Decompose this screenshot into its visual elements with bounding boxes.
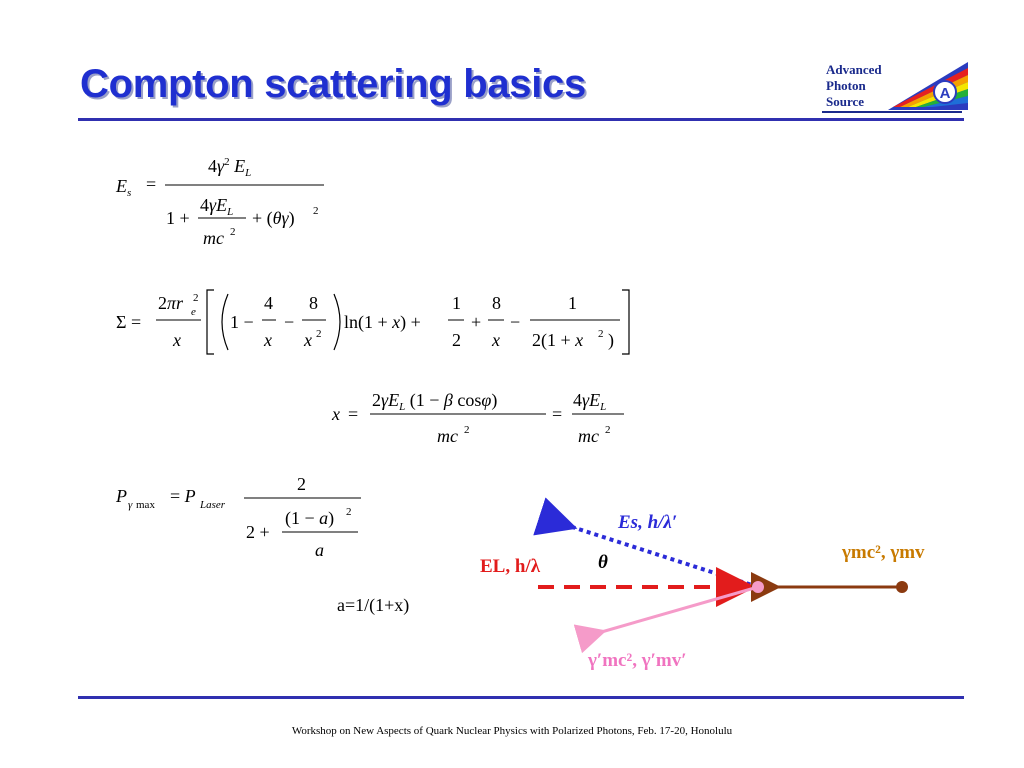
svg-text:=: = — [348, 404, 359, 424]
svg-text:=: = — [552, 404, 563, 424]
svg-text:= P: = P — [170, 486, 196, 506]
svg-text:2: 2 — [598, 328, 604, 340]
svg-text:+: + — [471, 312, 482, 332]
svg-text:): ) — [608, 330, 614, 350]
svg-text:mc: mc — [437, 426, 458, 446]
equation-cross-section — [116, 290, 629, 354]
footer-text: Workshop on New Aspects of Quark Nuclear Physics with Polarized Photons, Feb. 17-20, Honolulu — [291, 725, 733, 737]
electron-out-label: γ′mc², γ′mv′ — [588, 650, 687, 671]
svg-text:e: e — [191, 306, 196, 318]
scattered-photon-arrow — [566, 525, 758, 587]
svg-text:a: a — [315, 540, 324, 560]
svg-text:1 +: 1 + — [166, 208, 190, 228]
svg-text:2: 2 — [193, 292, 199, 304]
svg-text:γ: γ — [128, 499, 133, 511]
logo-line-1: Advanced — [826, 62, 882, 77]
svg-text:=: = — [146, 174, 157, 194]
svg-text:x: x — [332, 404, 340, 424]
svg-text:2 +: 2 + — [246, 522, 270, 542]
svg-text:2: 2 — [346, 506, 352, 518]
svg-text:x: x — [304, 330, 312, 350]
svg-text:−: − — [510, 312, 521, 332]
svg-text:x: x — [173, 330, 181, 350]
svg-text:4γ2 EL: $4\gamma^2$ $E_L$ — [208, 156, 252, 179]
equation-polarization — [115, 474, 361, 560]
slide-title: Compton scattering basics — [80, 62, 586, 106]
a-definition: a=1/(1+x) — [337, 595, 410, 615]
svg-text:mc: mc — [203, 228, 224, 248]
svg-text:mc: mc — [578, 426, 599, 446]
logo-line-3: Source — [826, 94, 865, 109]
svg-text:2: 2 — [605, 424, 611, 436]
electron-out-arrow — [598, 587, 758, 633]
svg-text:+ (θγ): + (θγ) — [252, 208, 295, 228]
svg-text:Es: $E_s$ — [116, 176, 132, 199]
electron-source-dot — [896, 581, 908, 593]
svg-text:x: x — [492, 330, 500, 350]
svg-text:2γEL (1 − β cosφ): $2\gamma E_L$ (1 − β cosφ) — [372, 390, 498, 413]
svg-text:−: − — [284, 312, 295, 332]
svg-text:max: max — [136, 499, 155, 511]
svg-text:8: 8 — [492, 293, 501, 313]
equation-scattered-energy — [115, 156, 324, 248]
svg-text:P: P — [116, 486, 127, 506]
svg-text:2: 2 — [297, 474, 306, 494]
laser-photon-label: EL, h/λ — [480, 556, 541, 577]
equation-x-parameter — [331, 390, 624, 446]
svg-text:Σ =: Σ = — [116, 312, 142, 332]
svg-text:8: 8 — [309, 293, 318, 313]
footer-divider — [78, 696, 964, 699]
svg-text:2πr: 2πr — [158, 293, 184, 313]
svg-text:2: 2 — [316, 328, 322, 340]
svg-text:2: 2 — [464, 424, 470, 436]
scattered-photon-label: Es, h/λ′ — [618, 512, 678, 533]
svg-text:2: 2 — [230, 226, 236, 238]
svg-text:(1 − a): (1 − a) — [285, 508, 335, 528]
svg-text:1 −: 1 − — [230, 312, 254, 332]
svg-text:4γEL: $4\gamma E_L$ — [200, 195, 234, 218]
angle-label: θ — [598, 552, 608, 573]
electron-in-label: γmc², γmv — [842, 542, 925, 563]
svg-text:2(1 + x: 2(1 + x — [532, 330, 584, 350]
svg-text:4: 4 — [264, 293, 273, 313]
logo-a-glyph: A — [939, 85, 951, 102]
svg-text:ln(1 + x) +: ln(1 + x) + — [344, 312, 421, 332]
svg-text:2: 2 — [313, 205, 319, 217]
svg-text:4γEL: $4\gamma E_L$ — [573, 390, 607, 413]
svg-text:1: 1 — [568, 293, 577, 313]
svg-text:x: x — [264, 330, 272, 350]
interaction-point — [752, 581, 764, 593]
svg-text:1: 1 — [452, 293, 461, 313]
svg-text:2: 2 — [452, 330, 461, 350]
svg-text:Laser: Laser — [200, 499, 226, 511]
logo-line-2: Photon — [826, 78, 866, 93]
